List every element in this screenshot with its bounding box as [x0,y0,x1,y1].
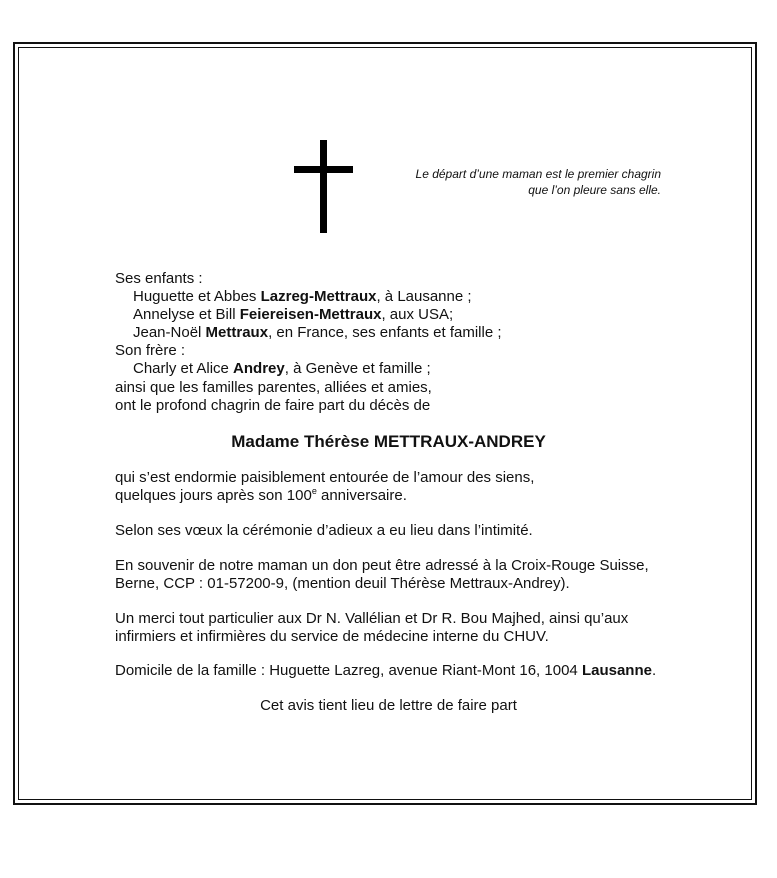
relatives-line: ainsi que les familles parentes, alliées et amies, [115,379,432,396]
p1-line2-pre: quelques jours après son 100 [115,487,312,504]
child-line-1 [133,288,472,306]
child2-post: , aux USA; [381,306,454,323]
body-p5-address [115,662,656,680]
brother-name: Andrey [233,360,285,377]
body-p3-line1: En souvenir de notre maman un don peut être adressé à la Croix-Rouge Suisse, [115,557,649,574]
child2-pre: Annelyse et Bill [133,306,240,323]
p5-city: Lausanne [581,662,652,679]
p5-pre: Domicile de la famille : Huguette Lazreg, avenue Riant-Mont 16, 1004 [115,662,582,679]
child-line-3 [133,324,502,342]
closing-line: Cet avis tient lieu de lettre de faire part [260,697,517,714]
brother-pre: Charly et Alice [133,360,234,377]
deceased-name: Madame Thérèse METTRAUX-ANDREY [231,432,546,451]
body-p1-line2 [115,487,407,505]
brother-heading: Son frère : [115,342,186,359]
child3-name: Mettraux [205,324,269,341]
quote-line-1: Le départ d’une maman est le premier chagrin [415,167,661,181]
children-heading: Ses enfants : [115,270,203,287]
child2-name: Feiereisen-Mettraux [239,306,382,323]
p1-line2-post: anniversaire. [316,487,407,504]
inner-border [18,47,752,800]
body-p2: Selon ses vœux la cérémonie d’adieux a eu lieu dans l’intimité. [115,522,533,539]
brother-line [133,360,431,378]
epigraph-quote [341,166,661,198]
cross-vertical-bar [320,140,327,233]
p1-line2-superscript: e [311,486,317,496]
body-p1-line1: qui s’est endormie paisiblement entourée de l’amour des siens, [115,469,535,486]
child1-name: Lazreg-Mettraux [260,288,377,305]
child3-post: , en France, ses enfants et famille ; [268,324,502,341]
child3-pre: Jean-Noël [133,324,206,341]
brother-post: , à Genève et famille ; [284,360,431,377]
p5-post: . [651,662,657,679]
body-p3-line2: Berne, CCP : 01-57200-9, (mention deuil Thérèse Mettraux-Andrey). [115,575,570,592]
child1-post: , à Lausanne ; [376,288,472,305]
child1-pre: Huguette et Abbes [133,288,261,305]
body-p4-line1: Un merci tout particulier aux Dr N. Vallélian et Dr R. Bou Majhed, ainsi qu’aux [115,610,629,627]
body-p4-line2: infirmiers et infirmières du service de médecine interne du CHUV. [115,628,549,645]
quote-line-2: que l’on pleure sans elle. [528,183,661,197]
announce-line: ont le profond chagrin de faire part du décès de [115,397,431,414]
child-line-2 [133,306,453,324]
